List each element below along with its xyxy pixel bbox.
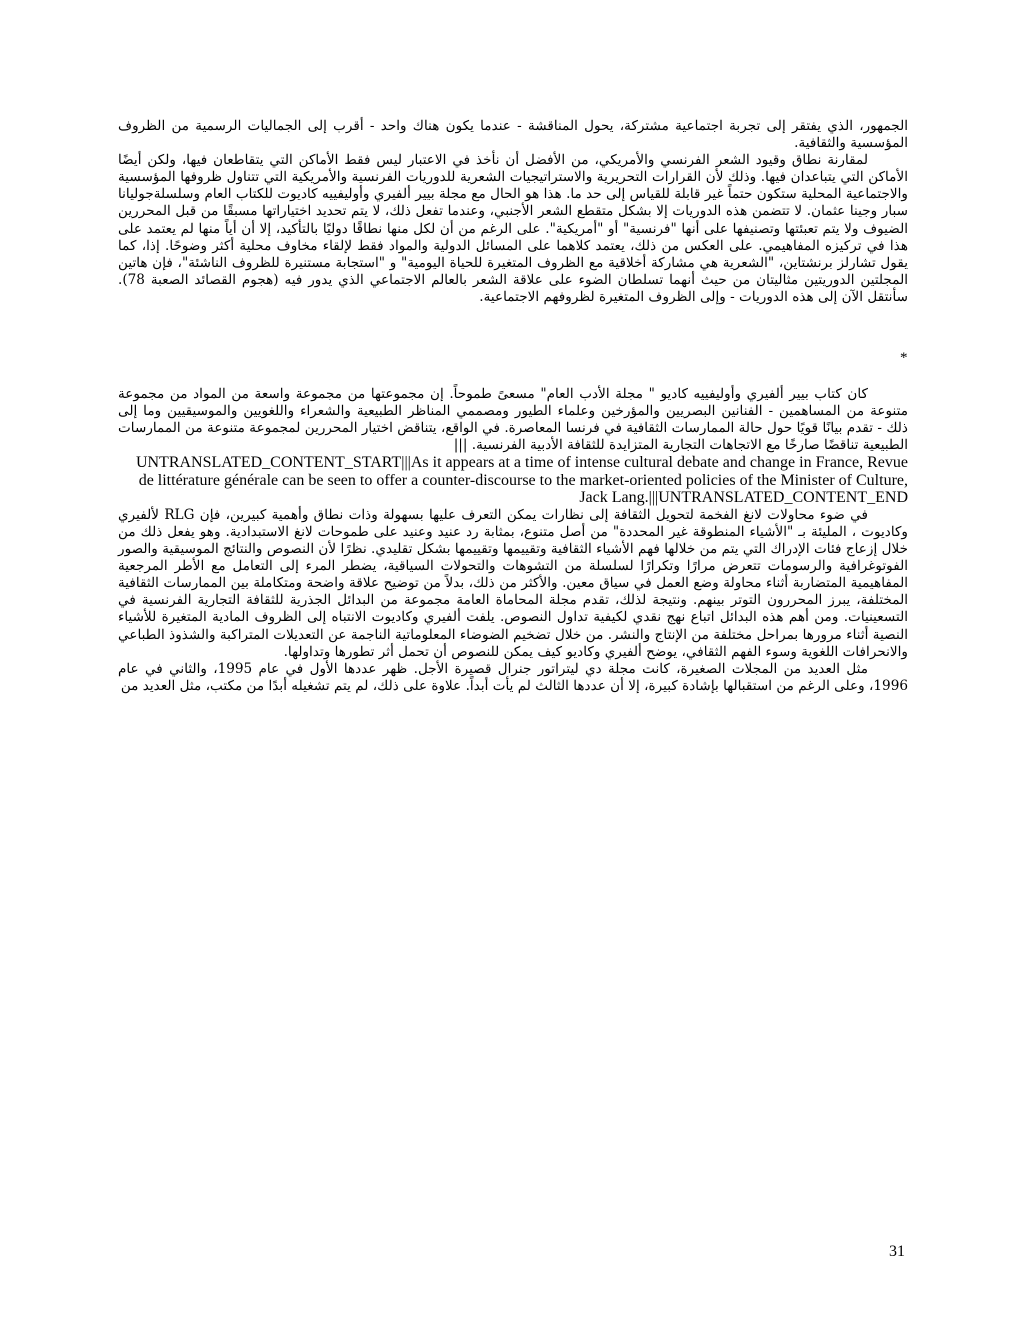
paragraph-continuation: الجمهور، الذي يفتقر إلى تجربة اجتماعية مشتركة، يحول المناقشة - عندما يكون هناك واحد - أقرب إلى الجماليات الرسمية من الظروف المؤسسية والثقافية. — [118, 118, 908, 152]
paragraph-revue-intro: كان كتاب بيير ألفيري وأوليفييه كاديو " مجلة الأدب العام" مسعىً طموحاً. إن مجموعتها من مجموعة واسعة من المواد من مجموعة متنوعة من المساهمين - الفنانين البصريين والمؤرخين وعلماء الطيور ومصممي المناظر الطبيعية والشعراء واللغويين والموسيقيين وما إلى ذلك - تقدم بيانًا قويًا حول حالة الممارسات الثقافية في فرنسا المعاصرة. في الواقع، يتناقض اختيار المحررين لمجموعة متنوعة من الممارسات الطبيعية تناقضًا صارخًا مع الاتجاهات التجارية المتزايدة للثقافة الأدبية الفرنسية. ||| — [118, 386, 908, 454]
untranslated-english-passage: UNTRANSLATED_CONTENT_START|||As it appears at a time of intense cultural debate and change in France, Revue de littérature générale can be seen to offer a counter-discourse to the market-oriented policies of the Minister of Culture, Jack Lang.|||UNTRANSLATED_CONTENT_END — [135, 454, 908, 507]
paragraph-lang-policy: في ضوء محاولات لانغ الفخمة لتحويل الثقافة إلى نظارات يمكن التعرف عليها بسهولة وذات نطاق وأهمية كبيرين، فإن RLG لألفيري وكاديوت ، المليئة بـ "الأشياء المنطوقة غير المحددة" من أصل متنوع، بمثابة رد عنيد وعنيد على طموحات لانغ الاستبدادية. وهو يفعل ذلك من خلال إزعاج فئات الإدراك التي يتم من خلالها فهم الأشياء الثقافية وتقييمها وتقييمها بشكل تقليدي. نظرًا لأن النصوص والنتائج الموسيقية والصور الفوتوغرافية والرسومات تتعرض مرارًا وتكرارًا لسلسلة من التشوهات والتحولات السياقية، يضطر المرء إلى التعامل مع الأطر المرجعية المفاهيمية المتضاربة أثناء محاولة وضع العمل في سياق معين. والأكثر من ذلك، بدلاً من توضيح علاقة واضحة ومتكاملة بين الممارسات الثقافية المختلفة، يبرز المحررون التوتر بينهم. ونتيجة لذلك، تقدم مجلة المحاماة العامة مجموعة من البدائل الجذرية للثقافة التجارية الفرنسية في التسعينيات. ومن أهم هذه البدائل اتباع نهج نقدي لكيفية تداول النصوص. يلفت ألفيري وكاديوت الانتباه إلى الظروف المادية المتغيرة للأشياء النصية أثناء مرورها بمراحل مختلفة من الإنتاج والنشر. من خلال تضخيم الضوضاء المعلوماتية الناجمة عن التعديلات المتراكبة والشذوذ الطباعي والانحرافات اللغوية وسوء الفهم الثقافي، يوضح ألفيري وكاديو كيف يمكن للنصوص أن تحمل أثر تطورها وتداولها. — [118, 506, 908, 660]
page-body-section-2 — [118, 386, 908, 695]
page-number: 31 — [889, 1243, 905, 1260]
paragraph-comparison: لمقارنة نطاق وقيود الشعر الفرنسي والأمريكي، من الأفضل أن نأخذ في الاعتبار ليس فقط الأماكن التي يتقاطعان فيها، ولكن أيضًا الأماكن التي يتباعدان فيها. وذلك لأن القرارات التحريرية والاستراتيجيات الشعرية للدوريات الفرنسية والأمريكية التي تتناول ظروفها المؤسسية والاجتماعية المحلية ستكون حتماً غير قابلة للقياس إلى حد ما. هذا هو الحال مع مجلة بيير ألفيري وأوليفييه كاديوت للكتاب العام وسلسلةجوليانا سبار وجينا عثمان. لا تتضمن هذه الدوريات إلا بشكل متقطع الشعر الأجنبي، وعندما تفعل ذلك، لا يتم تحديد اختياراتها مسبقًا من قبل المحررين الضيوف ولا يتم تعبئتها وتصنيفها على أنها "فرنسية" أو "أمريكية". على الرغم من أن لكل منها نطاقًا دوليًا بالتأكيد، إلا أن أياً منها لم يعتمد على هذا في تركيزه المفاهيمي. على العكس من ذلك، يعتمد كلاهما على المسائل الدولية والمواد فقط لإلقاء مخاوف محلية أكثر وضوحًا. إذا، كما يقول تشارلز برنشتاين، "الشعرية هي مشاركة أخلاقية مع الظروف المتغيرة للحياة اليومية" و "استجابة مستنيرة للظروف الناشئة"، فإن هاتين المجلتين الدوريتين مثاليتان من حيث أنهما تسلطان الضوء على علاقة الشعر بالعالم الاجتماعي الذي يدور فيه (هجوم القصائد الصعبة 78). سأنتقل الآن إلى هذه الدوريات - وإلى الظروف المتغيرة لظروفهم الاجتماعية. — [118, 152, 908, 305]
paragraph-small-magazines: مثل العديد من المجلات الصغيرة، كانت مجلة دي ليتراتور جنرال قصيرة الأجل. ظهر عددها الأول في عام 1995، والثاني في عام 1996، وعلى الرغم من استقبالها بإشادة كبيرة، إلا أن عددها الثالث لم يأت أبداً. علاوة على ذلك، لم يتم تشغيله أبدًا من مكتب، مثل العديد من — [118, 660, 908, 694]
section-separator: * — [900, 350, 908, 366]
page-body — [118, 118, 908, 306]
